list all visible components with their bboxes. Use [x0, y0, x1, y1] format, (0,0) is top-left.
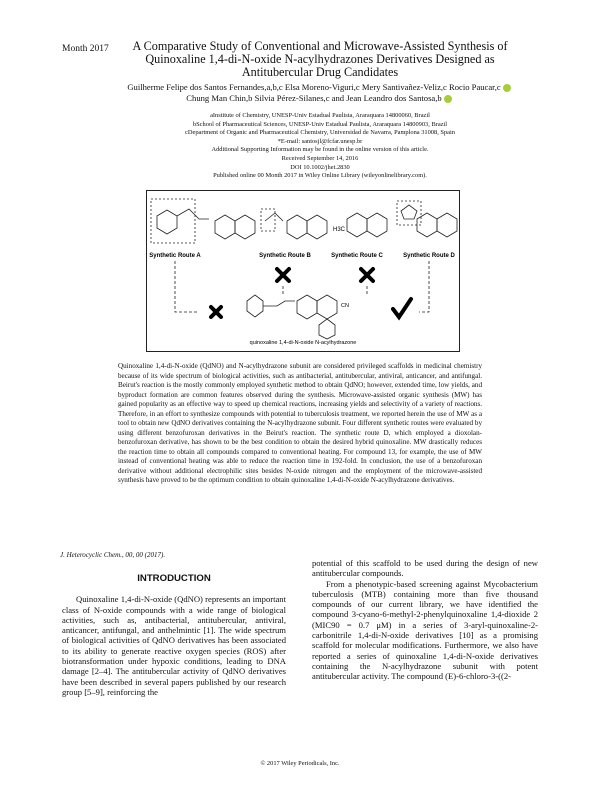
affiliations — [90, 112, 550, 181]
ch3-label: H3C — [333, 227, 346, 233]
affiliation-c: cDepartment of Organic and Pharmaceutical Chemistry, Universidad de Navarra, Pamplona 31008, Spain — [185, 129, 455, 137]
received-date: Received September 14, 2016 — [281, 154, 359, 162]
doi[interactable]: DOI 10.1002/jhet.2830 — [290, 163, 350, 171]
route-a-structure — [151, 199, 255, 243]
article-title: A Comparative Study of Conventional and Microwave-Assisted Synthesis of Quinoxaline 1,4-di-N-oxide N-acylhydrazones Derivatives Designed as Antitubercular Drug Candidates — [132, 39, 508, 80]
supporting-info-note: Additional Supporting Information may be found in the online version of this article. — [211, 146, 429, 154]
issue-month: Month 2017 — [62, 44, 109, 54]
paragraph: Quinoxaline 1,4-di-N-oxide (QdNO) represents an important class of N-oxide compounds with a wide range of biological activities, such as, antibacterial, antitubercular, antiviral, anticancer, antifungal, and anthelmintic [1]. The wide spectrum of biological activities of QdNO derivatives has been associated to its ability to generate reactive oxygen species (ROS) after biotransformation under hypoxic conditions, leading to DNA damage [2–4]. The antitubercular activity of QdNO derivatives have been described in several papers published by our research group [5–9], reinforcing the — [62, 594, 286, 697]
journal-reference: J. Heterocyclic Chem., 00, 00 (2017). — [60, 551, 166, 559]
orcid-icon[interactable] — [444, 95, 452, 103]
orcid-icon[interactable] — [503, 84, 511, 92]
copyright-footer: © 2017 Wiley Periodicals, Inc. — [260, 760, 340, 767]
cn-label: CN — [341, 303, 349, 309]
product-structure — [247, 295, 337, 339]
abstract-text: Quinoxaline 1,4-di-N-oxide (QdNO) and N-acylhydrazone subunit are considered privileged scaffolds in medicinal chemistry because of its wide spectrum of biological activities, such as antibacterial, antitubercular, antiviral, anticancer, and antifungal. Beirut's reaction is the mostly commonly employed synthetic method to obtain QdNO; however, extended time, low yields, and byproduct formation are common features observed during the synthesis. Microwave-assisted organic synthesis (MW) has gained popularity as an effective way to speed up chemical reactions, increasing yields and selectivity of a variety of reactions. Therefore, in an effort to synthesize compounds with potential to tuberculosis treatment, we reported herein the use of MW as a tool to obtain new QdNO derivatives containing the N-acylhydrazone subunit. Four different synthetic routes were evaluated by using different benzofuroxan derivatives in the Beirut's reaction. The synthetic route D, which employed a dioxolan-benzofuroxan derivative, has shown to be the best condition to obtain the desired hybrid quinoxaline. MW drastically reduces the reaction time to obtain all compounds compared to conventional heating. For compound 13, for example, the use of MW instead of conventional heating was able to reduce the reaction time in 192-fold. In conclusion, the use of a benzofuroxan derivative without additional electrophilic sites besides N-oxide nitrogen and the employment of the microwave-assisted synthesis have proved to be the optimum condition to obtain quinoxaline 1,4-di-N-oxide N-acylhydrazone derivatives. — [118, 362, 482, 484]
body-column-right — [312, 558, 538, 682]
fail-mark-c — [361, 269, 373, 281]
scheme-figure — [147, 191, 459, 351]
body-column-left — [62, 574, 286, 697]
route-b-label: Synthetic Route B — [259, 253, 311, 259]
route-c-structure — [347, 213, 387, 237]
published-online: Published online 00 Month 2017 in Wiley Online Library (wileyonlinelibrary.com). — [213, 172, 427, 180]
paragraph: potential of this scaffold to be used during the design of new antitubercular compounds. — [312, 558, 538, 579]
route-d-structure — [397, 201, 457, 237]
authors-line-2: Chung Man Chin,b Silvia Pérez-Silanes,c and Jean Leandro dos Santosa,b — [186, 93, 442, 103]
fail-mark-b — [277, 269, 289, 281]
route-c-label: Synthetic Route C — [331, 253, 383, 259]
section-heading-introduction: INTRODUCTION — [137, 573, 211, 584]
route-d-label: Synthetic Route D — [403, 253, 455, 259]
authors-line-1: Guilherme Felipe dos Santos Fernandes,a,b,c Elsa Moreno-Viguri,c Mery Santivañez-Veliz,c Rocio Paucar,c — [127, 82, 501, 92]
affiliation-b: bSchool of Pharmaceutical Sciences, UNESP-Univ Estadual Paulista, Araraquara 14800903, Brazil — [192, 120, 448, 128]
paragraph: From a phenotypic-based screening against Mycobacterium tuberculosis (MTB) containing more than five thousand compounds of our current library, we have identified the compound 3-cyano-6-methyl-2-phenylquinoxaline 1,4-dioxide 2 (MIC90 = 0.7 μM) in a series of 3-aryl-quinoxaline-2-carbonitrile 1,4-di-N-oxide derivatives [10] as a promising scaffold for molecular modifications. Furthermore, we also have reported a series of quinoxaline 1,4-di-N-oxide derivatives containing the N-acylhydrazone subunit with potent antitubercular activity. The compound (E)-6-chloro-3-((2- — [312, 578, 538, 682]
product-caption: quinoxaline 1,4-di-N-oxide N-acylhydrazone — [249, 340, 357, 346]
author-list — [90, 82, 550, 104]
route-arrows — [175, 261, 429, 312]
route-a-label: Synthetic Route A — [149, 253, 201, 259]
corresponding-email[interactable]: *E-mail: santosjl@fcfar.unesp.br — [277, 137, 363, 145]
affiliation-a: aInstitute of Chemistry, UNESP-Univ Estadual Paulista, Araraquara 14800060, Brazil — [210, 112, 430, 119]
graphical-abstract — [146, 190, 460, 352]
route-b-structure — [261, 209, 327, 239]
success-check-icon — [393, 299, 411, 317]
fail-mark-a — [211, 307, 221, 317]
